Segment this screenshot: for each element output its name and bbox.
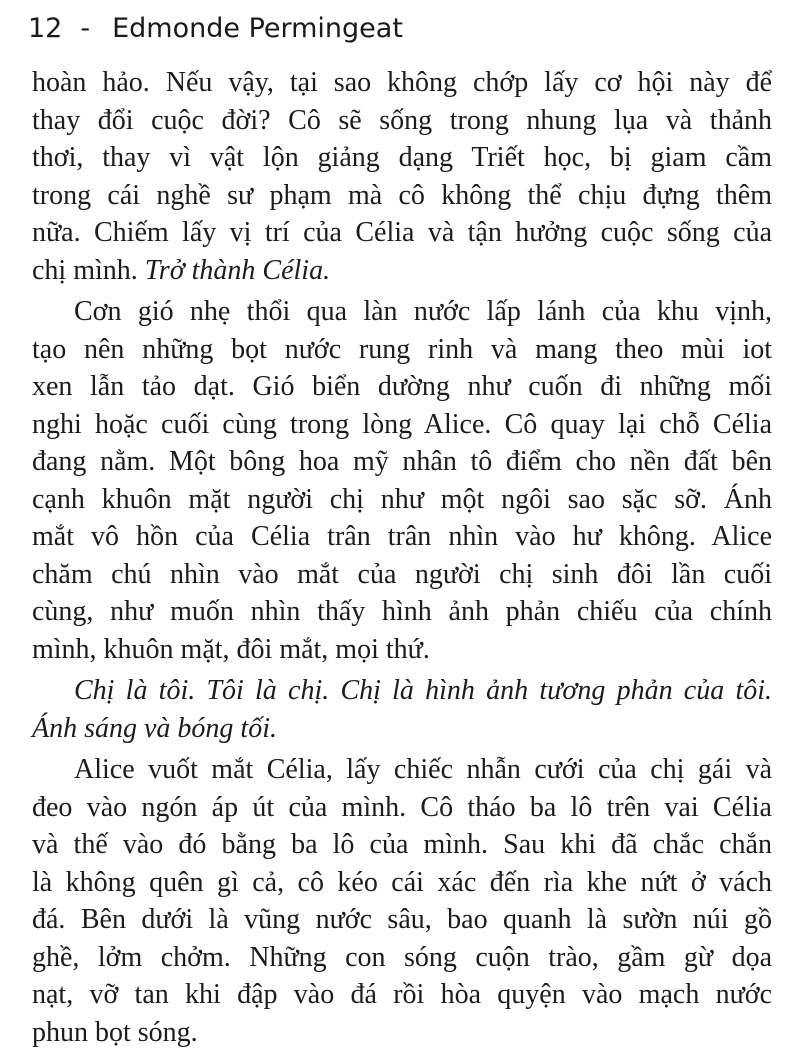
text-line: nạt, vỡ tan khi đập vào đá rồi hòa quyện vào mạch nước [32, 979, 772, 1010]
text-line: là không quên gì cả, cô kéo cái xác đến rìa khe nứt ở vách [32, 866, 772, 898]
page-number: 12 [28, 12, 63, 44]
paragraph-3-italic [32, 672, 772, 747]
text-line-last [32, 252, 772, 290]
text-line: cùng, như muốn nhìn thấy hình ảnh phản chiếu của chính [32, 596, 772, 627]
text-line-last: mình, khuôn mặt, đôi mắt, mọi thứ. [32, 633, 430, 665]
text-line: trong cái nghề sư phạm mà cô không thể chịu đựng thêm [32, 179, 772, 211]
text-line-italic-last: Ánh sáng và bóng tối. [32, 712, 277, 744]
text-italic: Trở thành Célia. [144, 254, 331, 286]
text-line-last: phun bọt sóng. [32, 1016, 198, 1048]
paragraph-4 [32, 751, 772, 1051]
text-line: Cơn gió nhẹ thổi qua làn nước lấp lánh của khu vịnh, [74, 296, 772, 327]
text-line: chăm chú nhìn vào mắt của người chị sinh đôi lần cuối [32, 558, 772, 590]
paragraph-1 [32, 64, 772, 289]
text-line: đá. Bên dưới là vũng nước sâu, bao quanh là sườn núi gồ [32, 904, 772, 935]
paragraph-2 [32, 293, 772, 668]
text-line: mắt vô hồn của Célia trân trân nhìn vào hư không. Alice [32, 521, 772, 552]
text-line: tạo nên những bọt nước rung rinh và mang theo mùi iot [32, 333, 772, 365]
text-line: nghi hoặc cuối cùng trong lòng Alice. Cô quay lại chỗ Célia [32, 408, 772, 440]
text-line: nữa. Chiếm lấy vị trí của Célia và tận hưởng cuộc sống của [32, 217, 772, 248]
text-line: thơi, thay vì vật lộn giảng dạng Triết học, bị giam cầm [32, 142, 772, 173]
text-line: ghề, lởm chởm. Những con sóng cuộn trào, gầm gừ dọa [32, 941, 772, 973]
header-separator: - [80, 12, 91, 44]
text-line: đeo vào ngón áp út của mình. Cô tháo ba lô trên vai Célia [32, 791, 772, 823]
text-line: cạnh khuôn mặt người chị như một ngôi sao sặc sỡ. Ánh [32, 483, 772, 515]
text-line: Alice vuốt mắt Célia, lấy chiếc nhẫn cưới của chị gái và [74, 754, 772, 785]
text-line: xen lẫn tảo dạt. Gió biển dường như cuốn đi những mối [32, 371, 772, 402]
text-line: đang nằm. Một bông hoa mỹ nhân tô điểm cho nền đất bên [32, 446, 772, 477]
text-line: và thế vào đó bằng ba lô của mình. Sau khi đã chắc chắn [32, 829, 772, 860]
text-line: hoàn hảo. Nếu vậy, tại sao không chớp lấy cơ hội này để [32, 67, 772, 98]
running-header [28, 6, 403, 50]
page-body [32, 64, 772, 1051]
text-line-italic: Chị là tôi. Tôi là chị. Chị là hình ảnh tương phản của tôi. [74, 675, 772, 706]
header-author: Edmonde Permingeat [112, 12, 403, 44]
text-plain: chị mình. [32, 254, 145, 286]
text-line: thay đổi cuộc đời? Cô sẽ sống trong nhung lụa và thảnh [32, 104, 772, 136]
